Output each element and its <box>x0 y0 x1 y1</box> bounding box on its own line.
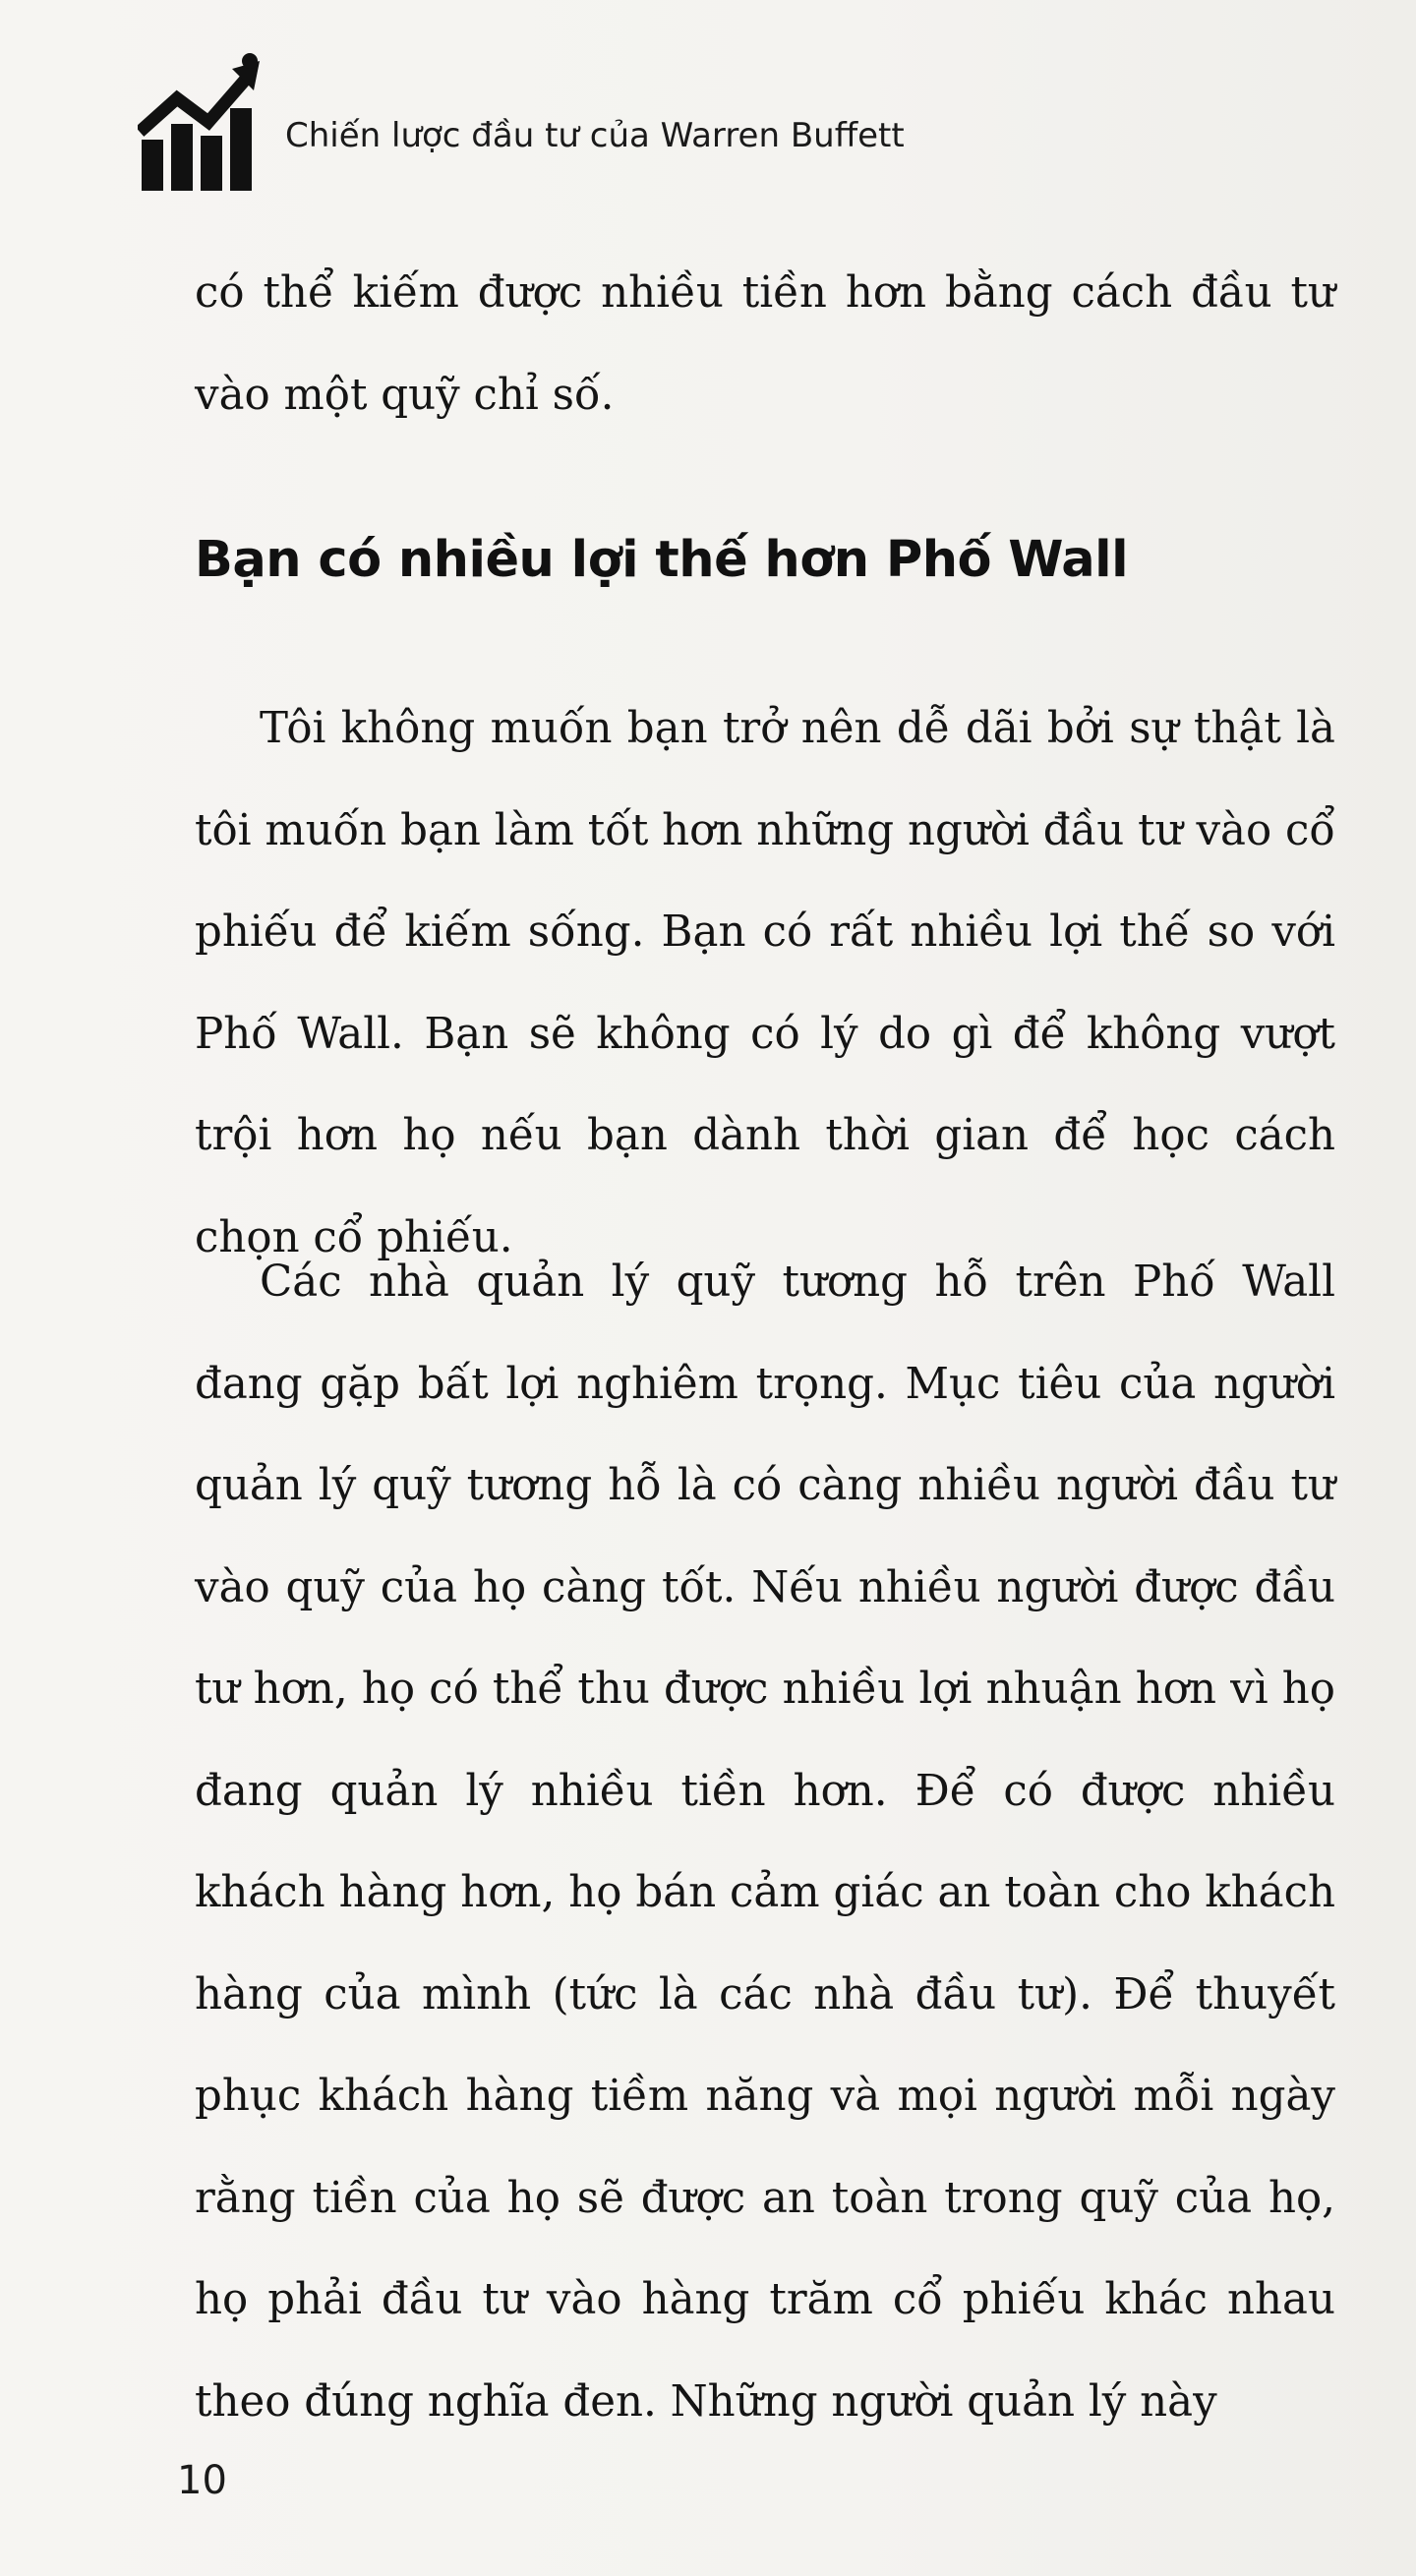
page-number: 10 <box>177 2458 227 2503</box>
intro-paragraph: có thể kiếm được nhiều tiền hơn bằng cách đầu tư vào một quỹ chỉ số. <box>195 268 1335 420</box>
chart-growth-logo-icon <box>138 51 262 194</box>
running-header: Chiến lược đầu tư của Warren Buffett <box>285 116 905 155</box>
paragraph-1: Tôi không muốn bạn trở nên dễ dãi bởi sự thật là tôi muốn bạn làm tốt hơn những người đầu tư vào cổ phiếu để kiếm sống. Bạn có rất nhiều lợi thế so với Phố Wall. Bạn sẽ không có lý do gì để không vượt trội hơn họ nếu bạn dành thời gian để học cách chọn cổ phiếu. <box>195 704 1335 1262</box>
section-heading: Bạn có nhiều lợi thế hơn Phố Wall <box>195 531 1129 589</box>
paragraph-2: Các nhà quản lý quỹ tương hỗ trên Phố Wall đang gặp bất lợi nghiêm trọng. Mục tiêu của người quản lý quỹ tương hỗ là có càng nhiều người đầu tư vào quỹ của họ càng tốt. Nếu nhiều người được đầu tư hơn, họ có thể thu được nhiều lợi nhuận hơn vì họ đang quản lý nhiều tiền hơn. Để có được nhiều khách hàng hơn, họ bán cảm giác an toàn cho khách hàng của mình (tức là các nhà đầu tư). Để thuyết phục khách hàng tiềm năng và mọi người mỗi ngày rằng tiền của họ sẽ được an toàn trong quỹ của họ, họ phải đầu tư vào hàng trăm cổ phiếu khác nhau theo đúng nghĩa đen. Những người quản lý này <box>195 1258 1335 2427</box>
